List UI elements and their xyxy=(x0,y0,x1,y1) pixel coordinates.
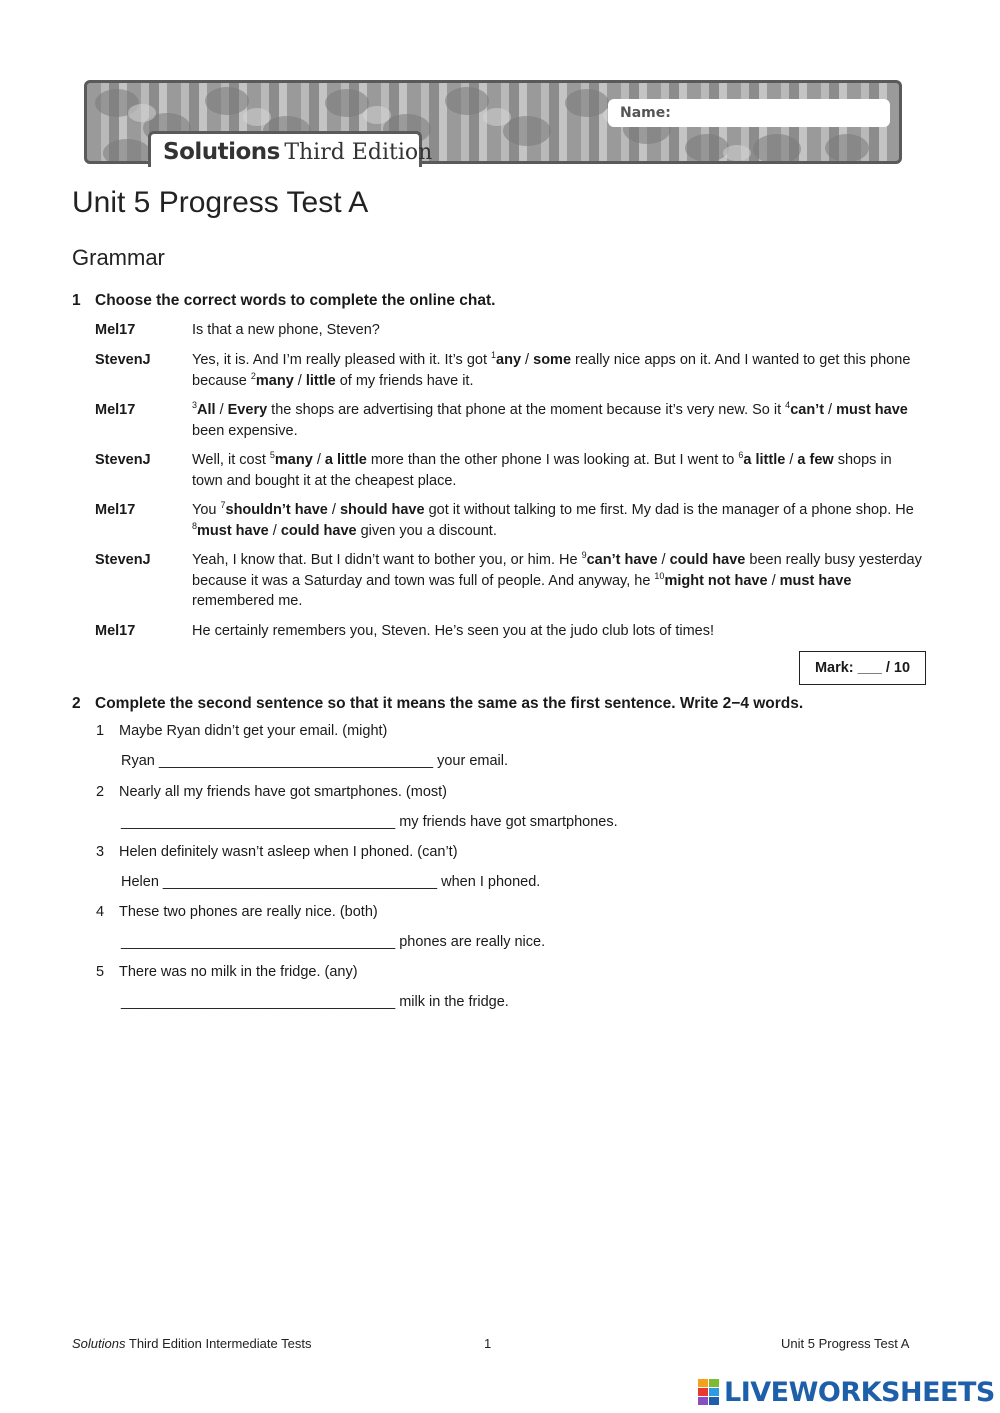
watermark-text: LIVEWORKSHEETS xyxy=(724,1377,995,1408)
footer-brand: Solutions xyxy=(72,1336,126,1351)
option[interactable]: many xyxy=(255,372,294,389)
q2-answer-line[interactable]: Ryan __________________________________ your email. xyxy=(121,753,509,769)
q2-item-sentence: Nearly all my friends have got smartphones. (most) xyxy=(119,784,447,800)
q2-answer-line[interactable]: __________________________________ my friends have got smartphones. xyxy=(121,814,618,830)
footer-page-number: 1 xyxy=(484,1336,492,1351)
chat-speaker: Mel17 xyxy=(95,623,136,639)
option[interactable]: shouldn’t have xyxy=(225,502,328,518)
chat-line: Well, it cost $^5$many / a little more than the other phone I was looking at. But I went to $^6$a little / a few shops in town and bought it at the cheapest place. xyxy=(192,450,892,489)
option[interactable]: a little xyxy=(743,452,786,468)
chat-line: $^3$All / Every the shops are advertising that phone at the moment because it’s very new. So it $^4$can’t / must have been expensive. xyxy=(192,400,908,439)
chat-speaker: Mel17 xyxy=(95,502,136,518)
q2-item-number: 3 xyxy=(96,844,105,860)
liveworksheets-logo-icon xyxy=(698,1379,720,1405)
section-heading: Grammar xyxy=(72,245,165,270)
name-field[interactable] xyxy=(608,99,890,127)
brand-tab xyxy=(148,131,433,167)
chat-line: Yes, it is. And I’m really pleased with it. It’s got $^1$any / some really nice apps on it. And I wanted to get this phone because $^2$many / little of my friends have it. xyxy=(192,350,911,389)
footer-right: Unit 5 Progress Test A xyxy=(781,1336,910,1351)
chat-line: Is that a new phone, Steven? xyxy=(192,322,380,338)
option[interactable]: All xyxy=(197,402,216,418)
q2-item-number: 4 xyxy=(96,904,105,920)
footer-series: Third Edition Intermediate Tests xyxy=(128,1336,312,1351)
option[interactable]: could have xyxy=(669,552,746,568)
chat-speaker: Mel17 xyxy=(95,402,136,418)
q2-number: 2 xyxy=(72,695,81,712)
q2-answer-line[interactable]: Helen __________________________________ when I phoned. xyxy=(121,874,541,890)
brand-name: Solutions xyxy=(163,139,280,165)
option[interactable]: could have xyxy=(280,522,357,539)
q2-item-number: 1 xyxy=(96,723,105,739)
option[interactable]: any xyxy=(496,352,522,368)
option[interactable]: can’t xyxy=(790,402,825,418)
page-title: Unit 5 Progress Test A xyxy=(72,186,369,219)
option[interactable]: must have xyxy=(197,522,269,539)
q1-instruction: Choose the correct words to complete the online chat. xyxy=(95,292,496,309)
footer-left xyxy=(72,1336,311,1351)
q2-answer-line[interactable]: __________________________________ milk in the fridge. xyxy=(121,994,509,1010)
q1-mark-box: Mark: ___ / 10 xyxy=(799,651,926,685)
chat-line: He certainly remembers you, Steven. He’s seen you at the judo club lots of times! xyxy=(192,623,714,639)
option[interactable]: should have xyxy=(339,502,425,518)
q2-item-number: 5 xyxy=(96,964,105,980)
chat-speaker: StevenJ xyxy=(95,552,151,568)
chat-line: Yeah, I know that. But I didn’t want to bother you, or him. He $^9$can’t have / could have been really busy yesterday because it was a Saturday and town was full of people. And anyway, he $^{10}$might not have / must have remembered me. xyxy=(192,550,922,609)
liveworksheets-watermark xyxy=(698,1377,995,1409)
option[interactable]: must have xyxy=(836,402,908,418)
chat-speaker: StevenJ xyxy=(95,452,151,468)
option[interactable]: many xyxy=(274,452,313,468)
chat-speaker: StevenJ xyxy=(95,352,151,368)
option[interactable]: little xyxy=(305,372,336,389)
option[interactable]: some xyxy=(533,352,572,368)
q2-item-sentence: Maybe Ryan didn’t get your email. (might) xyxy=(119,723,388,739)
option[interactable]: must have xyxy=(779,572,852,589)
q2-answer-line[interactable]: __________________________________ phones are really nice. xyxy=(121,934,546,950)
option[interactable]: Every xyxy=(227,402,268,418)
q2-instruction: Complete the second sentence so that it means the same as the first sentence. Write 2−4 words. xyxy=(95,695,804,712)
q2-item-number: 2 xyxy=(96,784,105,800)
q2-item-sentence: These two phones are really nice. (both) xyxy=(119,904,378,920)
option[interactable]: can’t have xyxy=(586,552,658,568)
q2-item-sentence: There was no milk in the fridge. (any) xyxy=(119,964,358,980)
q2-item-sentence: Helen definitely wasn’t asleep when I phoned. (can’t) xyxy=(119,844,458,860)
chat-line: You $^7$shouldn’t have / should have got it without talking to me first. My dad is the manager of a phone shop. He $^8$must have / could have given you a discount. xyxy=(192,500,914,539)
name-label: Name: xyxy=(620,105,671,121)
option[interactable]: a few xyxy=(797,452,834,468)
option[interactable]: might not have xyxy=(664,572,768,589)
option[interactable]: a little xyxy=(324,452,367,468)
q1-number: 1 xyxy=(72,292,81,309)
brand-edition: Third Edition xyxy=(284,140,433,165)
chat-speaker: Mel17 xyxy=(95,322,136,338)
